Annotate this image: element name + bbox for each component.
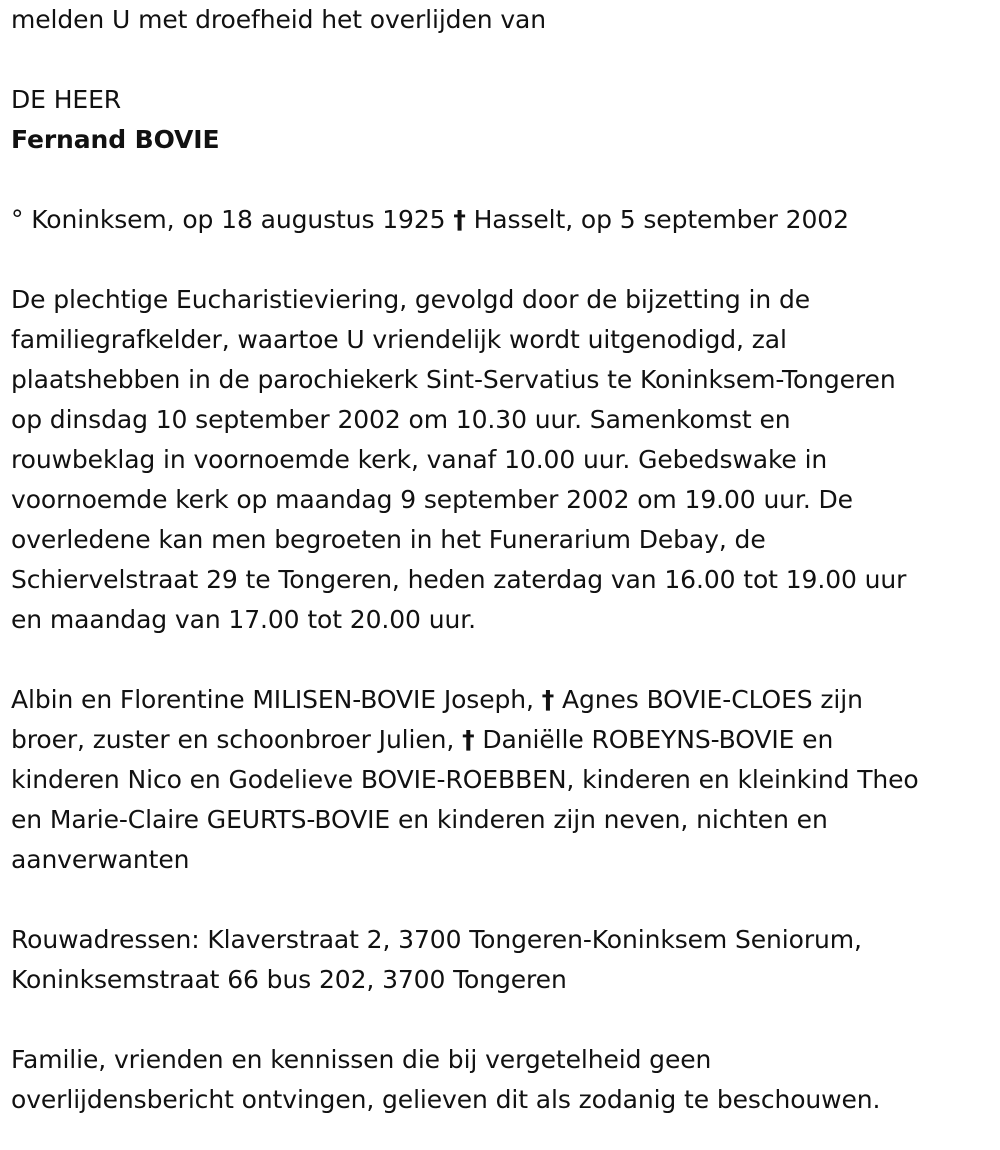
ceremony-line: op dinsdag 10 september 2002 om 10.30 uur. Samenkomst en — [11, 405, 791, 434]
ceremony-paragraph — [11, 280, 986, 640]
closing-paragraph — [11, 1040, 986, 1120]
family-names: Daniëlle ROBEYNS-BOVIE en — [482, 725, 834, 754]
ceremony-line: voornoemde kerk op maandag 9 september 2002 om 19.00 uur. De — [11, 485, 853, 514]
title-text: DE HEER — [11, 85, 122, 114]
ceremony-line: Schiervelstraat 29 te Tongeren, heden zaterdag van 16.00 tot 19.00 uur — [11, 565, 907, 594]
family-names: Agnes BOVIE-CLOES zijn — [562, 685, 863, 714]
cross-icon: † — [462, 725, 475, 754]
address-line: Koninksemstraat 66 bus 202, 3700 Tongeren — [11, 965, 567, 994]
ceremony-line: plaatshebben in de parochiekerk Sint-Servatius te Koninksem-Tongeren — [11, 365, 896, 394]
spacer — [11, 160, 986, 200]
closing-line: Familie, vrienden en kennissen die bij vergetelheid geen — [11, 1045, 712, 1074]
death-notice — [11, 0, 986, 1120]
family-line — [11, 720, 986, 760]
dates-line — [11, 200, 986, 240]
death-info: Hasselt, op 5 september 2002 — [473, 205, 849, 234]
ceremony-line: familiegrafkelder, waartoe U vriendelijk wordt uitgenodigd, zal — [11, 325, 787, 354]
family-line: kinderen Nico en Godelieve BOVIE-ROEBBEN, kinderen en kleinkind Theo — [11, 765, 919, 794]
ceremony-line: De plechtige Eucharistieviering, gevolgd door de bijzetting in de — [11, 285, 811, 314]
intro-text: melden U met droefheid het overlijden van — [11, 5, 546, 34]
ceremony-line: overledene kan men begroeten in het Funerarium Debay, de — [11, 525, 766, 554]
ceremony-line: rouwbeklag in voornoemde kerk, vanaf 10.00 uur. Gebedswake in — [11, 445, 828, 474]
cross-icon: † — [541, 685, 555, 714]
family-line: aanverwanten — [11, 845, 190, 874]
family-paragraph — [11, 680, 986, 880]
addresses-paragraph — [11, 920, 986, 1000]
spacer — [11, 880, 986, 920]
deceased-name: Fernand BOVIE — [11, 125, 220, 154]
cross-icon: † — [453, 205, 466, 234]
spacer — [11, 40, 986, 80]
spacer — [11, 240, 986, 280]
closing-line: overlijdensbericht ontvingen, gelieven dit als zodanig te beschouwen. — [11, 1085, 881, 1114]
birth-info: ° Koninksem, op 18 augustus 1925 — [11, 205, 446, 234]
spacer — [11, 640, 986, 680]
family-names: broer, zuster en schoonbroer Julien, — [11, 725, 455, 754]
family-line — [11, 680, 986, 720]
family-names: Albin en Florentine MILISEN-BOVIE Joseph, — [11, 685, 534, 714]
spacer — [11, 1000, 986, 1040]
family-line: en Marie-Claire GEURTS-BOVIE en kinderen zijn neven, nichten en — [11, 805, 828, 834]
address-line: Rouwadressen: Klaverstraat 2, 3700 Tongeren-Koninksem Seniorum, — [11, 925, 862, 954]
ceremony-line: en maandag van 17.00 tot 20.00 uur. — [11, 605, 476, 634]
